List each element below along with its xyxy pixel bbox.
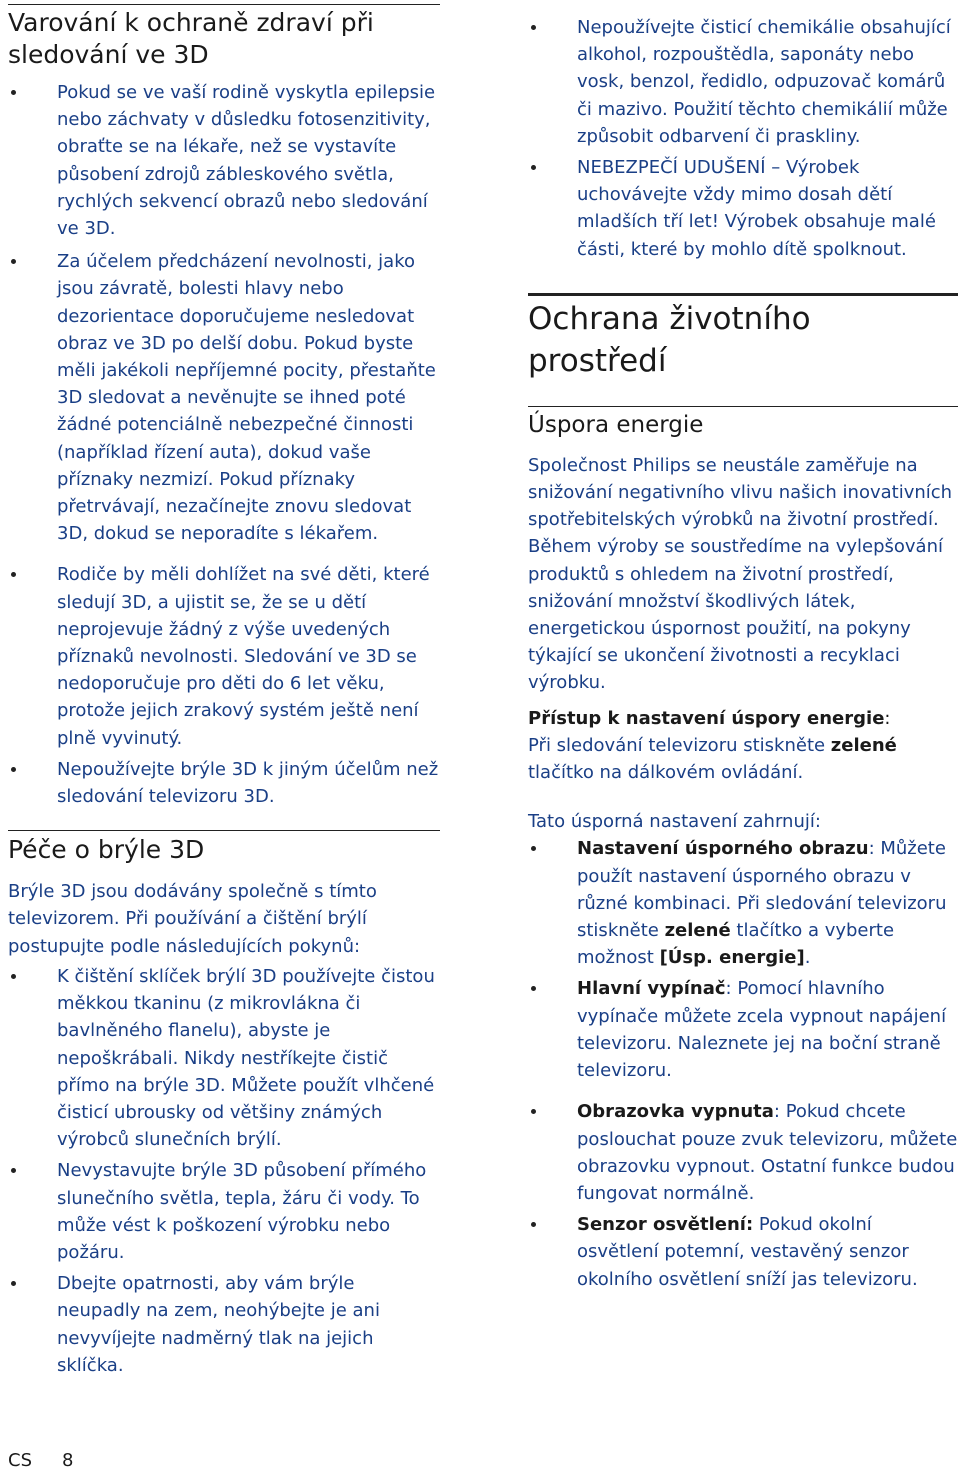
section-title-environment (528, 298, 958, 382)
list-item: Pokud se ve vaší rodině vyskytla epilepsie nebo záchvaty v důsledku fotosenzitivity, obraťte se na lékaře, než se vystavíte působení zdrojů zábleskového světla, rychlých sekvencí obrazů nebo sledování ve 3D. (8, 79, 440, 242)
page-number: 8 (62, 1450, 74, 1471)
access-text: Při sledování televizoru stiskněte (528, 734, 831, 756)
setting-text: : Pokud chcete poslouchat pouze zvuk televizoru, můžete obrazovku vypnout. Ostatní funkce budou fungovat normálně. (577, 1101, 958, 1204)
energy-settings-list (528, 835, 958, 1292)
access-colon: : (884, 707, 891, 729)
subsection-title-energy: Úspora energie (528, 411, 704, 438)
setting-name: Senzor osvětlení: (577, 1214, 754, 1236)
setting-name: Obrazovka vypnuta (577, 1101, 774, 1123)
energy-paragraph: Společnost Philips se neustále zaměřuje na snižování negativního vlivu našich inovativních spotřebitelských výrobků na životní prostředí. Během výroby se soustředíme na vylepšování produktů s ohledem na životní prostředí, snižování množství škodlivých látek, energetickou úspornost použití, na pokyny týkající se ukončení životnosti a recyklaci výrobku. (528, 454, 953, 694)
list-item: Nepoužívejte čisticí chemikálie obsahující alkohol, rozpouštědla, saponáty nebo vosk, benzol, ředidlo, odpuzovač komárů či mazivo. Použití těchto chemikálií může způsobit odbarvení či praskliny. (528, 14, 958, 150)
list-item (528, 835, 958, 971)
setting-key: zelené (664, 920, 731, 942)
access-text: tlačítko na dálkovém ovládání. (528, 762, 804, 784)
list-item: NEBEZPEČÍ UDUŠENÍ – Výrobek uchovávejte vždy mimo dosah dětí mladších tří let! Výrobek obsahuje malé části, které by mohlo dítě spolknout. (528, 154, 958, 263)
title-line: sledování ve 3D (8, 40, 209, 69)
section-rule (8, 4, 440, 5)
section-title-3d-health (8, 7, 440, 71)
list-item (528, 1098, 958, 1207)
title-line: Varování k ochraně zdraví při (8, 8, 374, 37)
list-item: Nepoužívejte brýle 3D k jiným účelům než sledování televizoru 3D. (8, 756, 440, 810)
section-title-glasses-care: Péče o brýle 3D (8, 835, 205, 865)
setting-name: Hlavní vypínač (577, 978, 726, 1000)
setting-text: : Pomocí hlavního vypínače můžete zcela vypnout napájení televizoru. Naleznete jej na boční straně televizoru. (577, 978, 947, 1082)
setting-name: Nastavení úsporného obrazu (577, 838, 869, 860)
list-item: Nevystavujte brýle 3D působení přímého slunečního světla, tepla, žáru či vody. To může vést k poškození výrobku nebo požáru. (8, 1157, 440, 1266)
energy-access-paragraph (528, 705, 958, 787)
list-item: K čištění sklíček brýlí 3D používejte čistou měkkou tkaninu (z mikrovlákna či bavlněného flanelu), abyste je nepoškrábali. Nikdy nestříkejte čistič přímo na brýle 3D. Můžete použít vlhčené čisticí ubrousky od většiny známých výrobců slunečních brýlí. (8, 963, 440, 1153)
settings-intro: Tato úsporná nastavení zahrnují: (528, 811, 821, 833)
access-label: Přístup k nastavení úspory energie (528, 707, 885, 729)
right-column (528, 0, 958, 1293)
list-item: Dbejte opatrnosti, aby vám brýle neupadly na zem, neohýbejte je ani nevyvíjejte nadměrný tlak na jejich sklíčka. (8, 1270, 440, 1379)
setting-text: . (804, 947, 811, 969)
list-item: Za účelem předcházení nevolnosti, jako jsou závratě, bolesti hlavy nebo dezorientace doporučujeme nesledovat obraz ve 3D po delší dobu. Pokud byste měli jakékoli nepříjemné pocity, přestaňte 3D sledovat a nevěnujte se ihned poté žádné potenciálně nebezpečné činnosti (například řízení auta), dokud vaše příznaky nezmizí. Pokud příznaky přetrvávají, nezačínejte znovu sledovat 3D, dokud se neporadíte s lékařem. (8, 248, 440, 547)
section-rule (8, 830, 440, 831)
title-line: prostředí (528, 342, 667, 379)
setting-text: Pokud okolní osvětlení potemní, vestavěný senzor okolního osvětlení sníží jas televizoru. (577, 1214, 918, 1290)
language-code: CS (8, 1450, 32, 1471)
glasses-care-intro: Brýle 3D jsou dodávány společně s tímto televizorem. Při používání a čištění brýlí postupujte podle následujících pokynů: (8, 881, 377, 957)
setting-text: tlačítko a vyberte možnost (577, 920, 895, 969)
health-warning-list (8, 79, 440, 810)
section-rule (528, 293, 958, 296)
title-line: Ochrana životního (528, 300, 811, 337)
list-item (528, 1211, 958, 1293)
setting-option: [Úsp. energie] (659, 947, 805, 969)
list-item: Rodiče by měli dohlížet na své děti, které sledují 3D, a ujistit se, že se u dětí neprojevuje žádný z výše uvedených příznaků nevolnosti. Sledování ve 3D se nedoporučuje pro děti do 6 let věku, protože jejich zrakový systém ještě není plně vyvinutý. (8, 561, 440, 751)
left-column (8, 0, 440, 1379)
section-rule (528, 406, 958, 407)
setting-text: : Můžete použít nastavení úsporného obrazu v různé kombinaci. Při sledování televizoru stiskněte (577, 838, 947, 942)
glasses-care-list (8, 963, 440, 1379)
glasses-care-list-continued (528, 14, 958, 263)
green-key-label: zelené (830, 734, 897, 756)
page-footer (8, 1450, 103, 1471)
list-item (528, 975, 958, 1084)
